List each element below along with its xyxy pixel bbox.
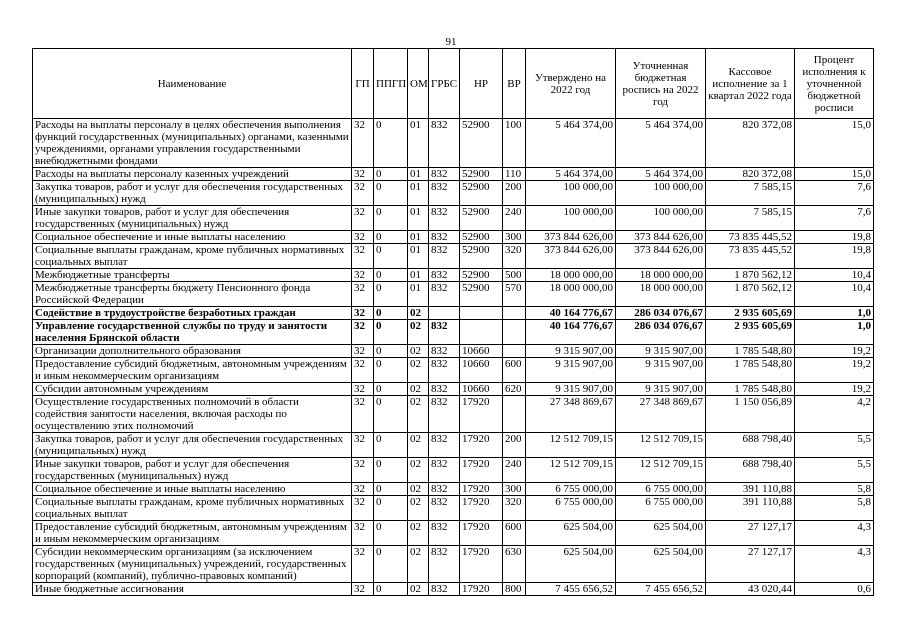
cell-cash: 820 372,08 bbox=[706, 168, 795, 181]
cell-om: 02 bbox=[408, 521, 429, 546]
cell-om: 02 bbox=[408, 307, 429, 320]
cell-percent: 4,3 bbox=[795, 546, 874, 583]
cell-gp: 32 bbox=[352, 546, 374, 583]
header-row bbox=[33, 49, 874, 119]
cell-grbs: 832 bbox=[429, 181, 460, 206]
cell-nr: 52900 bbox=[460, 119, 503, 168]
table-row bbox=[33, 521, 874, 546]
cell-om: 02 bbox=[408, 433, 429, 458]
cell-vr: 320 bbox=[503, 496, 526, 521]
cell-gp: 32 bbox=[352, 320, 374, 345]
table-row bbox=[33, 358, 874, 383]
header-percent: Процент исполнения к уточненной бюджетной росписи bbox=[795, 49, 874, 119]
cell-name: Субсидии автономным учреждениям bbox=[33, 383, 352, 396]
cell-vr: 500 bbox=[503, 269, 526, 282]
cell-nr bbox=[460, 320, 503, 345]
cell-vr: 320 bbox=[503, 244, 526, 269]
cell-vr: 300 bbox=[503, 231, 526, 244]
cell-percent: 5,5 bbox=[795, 458, 874, 483]
cell-percent: 4,2 bbox=[795, 396, 874, 433]
cell-grbs: 832 bbox=[429, 433, 460, 458]
table-row bbox=[33, 496, 874, 521]
cell-revised: 5 464 374,00 bbox=[616, 119, 706, 168]
cell-vr: 200 bbox=[503, 433, 526, 458]
cell-nr: 52900 bbox=[460, 244, 503, 269]
cell-percent: 15,0 bbox=[795, 168, 874, 181]
table-row bbox=[33, 307, 874, 320]
table-row bbox=[33, 345, 874, 358]
cell-nr: 52900 bbox=[460, 168, 503, 181]
cell-percent: 10,4 bbox=[795, 269, 874, 282]
cell-om: 02 bbox=[408, 496, 429, 521]
table-row bbox=[33, 119, 874, 168]
cell-om: 02 bbox=[408, 358, 429, 383]
cell-ppgp: 0 bbox=[374, 358, 408, 383]
cell-name: Иные закупки товаров, работ и услуг для обеспечения государственных (муниципальных) нужд bbox=[33, 458, 352, 483]
cell-cash: 1 870 562,12 bbox=[706, 282, 795, 307]
cell-nr: 17920 bbox=[460, 521, 503, 546]
cell-vr bbox=[503, 345, 526, 358]
cell-ppgp: 0 bbox=[374, 483, 408, 496]
header-nr: НР bbox=[460, 49, 503, 119]
cell-om: 02 bbox=[408, 345, 429, 358]
table-row bbox=[33, 433, 874, 458]
table-row bbox=[33, 383, 874, 396]
cell-cash: 73 835 445,52 bbox=[706, 244, 795, 269]
cell-name: Организации дополнительного образования bbox=[33, 345, 352, 358]
cell-percent: 7,6 bbox=[795, 206, 874, 231]
cell-revised: 625 504,00 bbox=[616, 546, 706, 583]
cell-cash: 1 870 562,12 bbox=[706, 269, 795, 282]
cell-revised: 7 455 656,52 bbox=[616, 583, 706, 596]
cell-ppgp: 0 bbox=[374, 583, 408, 596]
cell-name: Межбюджетные трансферты бюджету Пенсионного фонда Российской Федерации bbox=[33, 282, 352, 307]
cell-om: 01 bbox=[408, 282, 429, 307]
cell-approved: 12 512 709,15 bbox=[526, 433, 616, 458]
cell-vr: 630 bbox=[503, 546, 526, 583]
cell-grbs: 832 bbox=[429, 458, 460, 483]
cell-approved: 6 755 000,00 bbox=[526, 496, 616, 521]
cell-name: Осуществление государственных полномочий в области содействия занятости населения, включая расходы по осуществлению этих полномочий bbox=[33, 396, 352, 433]
header-ppgp: ППГП bbox=[374, 49, 408, 119]
cell-percent: 5,5 bbox=[795, 433, 874, 458]
cell-approved: 12 512 709,15 bbox=[526, 458, 616, 483]
cell-gp: 32 bbox=[352, 458, 374, 483]
cell-gp: 32 bbox=[352, 358, 374, 383]
cell-gp: 32 bbox=[352, 206, 374, 231]
cell-om: 02 bbox=[408, 546, 429, 583]
cell-percent: 1,0 bbox=[795, 307, 874, 320]
cell-om: 02 bbox=[408, 396, 429, 433]
cell-nr: 17920 bbox=[460, 458, 503, 483]
cell-approved: 625 504,00 bbox=[526, 521, 616, 546]
cell-approved: 100 000,00 bbox=[526, 181, 616, 206]
cell-cash: 7 585,15 bbox=[706, 181, 795, 206]
cell-ppgp: 0 bbox=[374, 269, 408, 282]
cell-grbs: 832 bbox=[429, 483, 460, 496]
cell-grbs: 832 bbox=[429, 231, 460, 244]
cell-ppgp: 0 bbox=[374, 383, 408, 396]
cell-ppgp: 0 bbox=[374, 282, 408, 307]
table-row bbox=[33, 583, 874, 596]
cell-grbs: 832 bbox=[429, 119, 460, 168]
cell-cash: 27 127,17 bbox=[706, 546, 795, 583]
cell-approved: 100 000,00 bbox=[526, 206, 616, 231]
cell-ppgp: 0 bbox=[374, 181, 408, 206]
cell-gp: 32 bbox=[352, 181, 374, 206]
cell-name: Закупка товаров, работ и услуг для обеспечения государственных (муниципальных) нужд bbox=[33, 181, 352, 206]
budget-table bbox=[32, 48, 874, 596]
cell-gp: 32 bbox=[352, 396, 374, 433]
cell-ppgp: 0 bbox=[374, 496, 408, 521]
cell-vr: 240 bbox=[503, 458, 526, 483]
cell-revised: 9 315 907,00 bbox=[616, 358, 706, 383]
table-body bbox=[33, 119, 874, 596]
cell-cash: 1 785 548,80 bbox=[706, 358, 795, 383]
cell-cash: 391 110,88 bbox=[706, 483, 795, 496]
cell-approved: 373 844 626,00 bbox=[526, 231, 616, 244]
cell-grbs bbox=[429, 307, 460, 320]
cell-cash: 27 127,17 bbox=[706, 521, 795, 546]
cell-vr: 300 bbox=[503, 483, 526, 496]
cell-name: Иные закупки товаров, работ и услуг для обеспечения государственных (муниципальных) нужд bbox=[33, 206, 352, 231]
cell-ppgp: 0 bbox=[374, 244, 408, 269]
cell-nr: 52900 bbox=[460, 269, 503, 282]
cell-vr: 240 bbox=[503, 206, 526, 231]
table-row bbox=[33, 396, 874, 433]
table-row bbox=[33, 168, 874, 181]
table-row bbox=[33, 458, 874, 483]
cell-ppgp: 0 bbox=[374, 521, 408, 546]
cell-ppgp: 0 bbox=[374, 168, 408, 181]
cell-grbs: 832 bbox=[429, 168, 460, 181]
table-row bbox=[33, 206, 874, 231]
cell-approved: 373 844 626,00 bbox=[526, 244, 616, 269]
cell-name: Межбюджетные трансферты bbox=[33, 269, 352, 282]
cell-revised: 6 755 000,00 bbox=[616, 496, 706, 521]
cell-cash: 43 020,44 bbox=[706, 583, 795, 596]
cell-grbs: 832 bbox=[429, 358, 460, 383]
cell-revised: 12 512 709,15 bbox=[616, 458, 706, 483]
cell-nr: 17920 bbox=[460, 483, 503, 496]
cell-approved: 9 315 907,00 bbox=[526, 383, 616, 396]
cell-approved: 625 504,00 bbox=[526, 546, 616, 583]
cell-approved: 5 464 374,00 bbox=[526, 119, 616, 168]
cell-percent: 5,8 bbox=[795, 483, 874, 496]
cell-ppgp: 0 bbox=[374, 345, 408, 358]
cell-percent: 19,8 bbox=[795, 244, 874, 269]
cell-grbs: 832 bbox=[429, 383, 460, 396]
cell-percent: 5,8 bbox=[795, 496, 874, 521]
cell-percent: 10,4 bbox=[795, 282, 874, 307]
cell-nr: 17920 bbox=[460, 546, 503, 583]
cell-gp: 32 bbox=[352, 119, 374, 168]
cell-percent: 19,2 bbox=[795, 345, 874, 358]
cell-gp: 32 bbox=[352, 307, 374, 320]
cell-revised: 373 844 626,00 bbox=[616, 231, 706, 244]
cell-approved: 40 164 776,67 bbox=[526, 307, 616, 320]
cell-cash: 2 935 605,69 bbox=[706, 320, 795, 345]
cell-revised: 18 000 000,00 bbox=[616, 282, 706, 307]
cell-om: 01 bbox=[408, 244, 429, 269]
cell-percent: 7,6 bbox=[795, 181, 874, 206]
table-row bbox=[33, 244, 874, 269]
cell-vr: 600 bbox=[503, 521, 526, 546]
cell-name: Субсидии некоммерческим организациям (за исключением государственных (муниципальных) учреждений, государственных корпораций (компаний), публично-правовых компаний) bbox=[33, 546, 352, 583]
cell-grbs: 832 bbox=[429, 282, 460, 307]
cell-ppgp: 0 bbox=[374, 458, 408, 483]
cell-nr: 10660 bbox=[460, 358, 503, 383]
table-row bbox=[33, 181, 874, 206]
cell-nr: 17920 bbox=[460, 433, 503, 458]
cell-revised: 9 315 907,00 bbox=[616, 383, 706, 396]
cell-om: 02 bbox=[408, 483, 429, 496]
cell-vr: 110 bbox=[503, 168, 526, 181]
cell-vr: 200 bbox=[503, 181, 526, 206]
cell-approved: 6 755 000,00 bbox=[526, 483, 616, 496]
cell-nr: 52900 bbox=[460, 181, 503, 206]
cell-grbs: 832 bbox=[429, 206, 460, 231]
cell-vr bbox=[503, 320, 526, 345]
cell-cash: 1 785 548,80 bbox=[706, 383, 795, 396]
cell-om: 01 bbox=[408, 269, 429, 282]
cell-approved: 9 315 907,00 bbox=[526, 345, 616, 358]
cell-name: Социальные выплаты гражданам, кроме публичных нормативных социальных выплат bbox=[33, 244, 352, 269]
header-approved: Утверждено на 2022 год bbox=[526, 49, 616, 119]
cell-revised: 286 034 076,67 bbox=[616, 320, 706, 345]
cell-percent: 4,3 bbox=[795, 521, 874, 546]
cell-grbs: 832 bbox=[429, 320, 460, 345]
header-name: Наименование bbox=[33, 49, 352, 119]
cell-grbs: 832 bbox=[429, 521, 460, 546]
cell-ppgp: 0 bbox=[374, 433, 408, 458]
cell-revised: 100 000,00 bbox=[616, 181, 706, 206]
cell-approved: 40 164 776,67 bbox=[526, 320, 616, 345]
table-row bbox=[33, 282, 874, 307]
cell-om: 02 bbox=[408, 458, 429, 483]
cell-name: Социальное обеспечение и иные выплаты населению bbox=[33, 483, 352, 496]
cell-name: Иные бюджетные ассигнования bbox=[33, 583, 352, 596]
table-row bbox=[33, 546, 874, 583]
cell-revised: 12 512 709,15 bbox=[616, 433, 706, 458]
cell-revised: 5 464 374,00 bbox=[616, 168, 706, 181]
cell-name: Предоставление субсидий бюджетным, автономным учреждениям и иным некоммерческим организациям bbox=[33, 358, 352, 383]
cell-name: Содействие в трудоустройстве безработных граждан bbox=[33, 307, 352, 320]
cell-name: Социальное обеспечение и иные выплаты населению bbox=[33, 231, 352, 244]
table-row bbox=[33, 269, 874, 282]
cell-om: 01 bbox=[408, 181, 429, 206]
cell-nr: 10660 bbox=[460, 383, 503, 396]
cell-revised: 100 000,00 bbox=[616, 206, 706, 231]
cell-cash: 73 835 445,52 bbox=[706, 231, 795, 244]
cell-name: Закупка товаров, работ и услуг для обеспечения государственных (муниципальных) нужд bbox=[33, 433, 352, 458]
cell-revised: 373 844 626,00 bbox=[616, 244, 706, 269]
cell-revised: 6 755 000,00 bbox=[616, 483, 706, 496]
cell-revised: 625 504,00 bbox=[616, 521, 706, 546]
cell-percent: 15,0 bbox=[795, 119, 874, 168]
cell-percent: 19,2 bbox=[795, 358, 874, 383]
cell-om: 02 bbox=[408, 320, 429, 345]
cell-nr: 52900 bbox=[460, 206, 503, 231]
table-row bbox=[33, 231, 874, 244]
cell-gp: 32 bbox=[352, 345, 374, 358]
cell-grbs: 832 bbox=[429, 583, 460, 596]
cell-name: Расходы на выплаты персоналу казенных учреждений bbox=[33, 168, 352, 181]
header-grbs: ГРБС bbox=[429, 49, 460, 119]
cell-ppgp: 0 bbox=[374, 206, 408, 231]
cell-nr: 52900 bbox=[460, 282, 503, 307]
header-vr: ВР bbox=[503, 49, 526, 119]
cell-grbs: 832 bbox=[429, 345, 460, 358]
cell-vr bbox=[503, 396, 526, 433]
cell-cash: 7 585,15 bbox=[706, 206, 795, 231]
cell-name: Предоставление субсидий бюджетным, автономным учреждениям и иным некоммерческим организациям bbox=[33, 521, 352, 546]
cell-gp: 32 bbox=[352, 244, 374, 269]
cell-percent: 0,6 bbox=[795, 583, 874, 596]
cell-om: 01 bbox=[408, 119, 429, 168]
cell-vr: 800 bbox=[503, 583, 526, 596]
cell-gp: 32 bbox=[352, 496, 374, 521]
cell-revised: 286 034 076,67 bbox=[616, 307, 706, 320]
cell-ppgp: 0 bbox=[374, 396, 408, 433]
cell-revised: 9 315 907,00 bbox=[616, 345, 706, 358]
cell-gp: 32 bbox=[352, 168, 374, 181]
cell-nr: 17920 bbox=[460, 583, 503, 596]
cell-om: 01 bbox=[408, 231, 429, 244]
cell-approved: 5 464 374,00 bbox=[526, 168, 616, 181]
cell-approved: 18 000 000,00 bbox=[526, 282, 616, 307]
cell-name: Расходы на выплаты персоналу в целях обеспечения выполнения функций государственных (муниципальных) органами, казенными учреждениями, органами управления государственными внебюджетными фондами bbox=[33, 119, 352, 168]
cell-cash: 1 150 056,89 bbox=[706, 396, 795, 433]
cell-gp: 32 bbox=[352, 269, 374, 282]
cell-vr: 600 bbox=[503, 358, 526, 383]
page-number: 91 bbox=[445, 36, 457, 48]
cell-nr: 17920 bbox=[460, 496, 503, 521]
cell-vr: 100 bbox=[503, 119, 526, 168]
cell-cash: 820 372,08 bbox=[706, 119, 795, 168]
cell-om: 02 bbox=[408, 383, 429, 396]
cell-approved: 18 000 000,00 bbox=[526, 269, 616, 282]
cell-gp: 32 bbox=[352, 282, 374, 307]
cell-gp: 32 bbox=[352, 583, 374, 596]
header-gp: ГП bbox=[352, 49, 374, 119]
cell-cash: 391 110,88 bbox=[706, 496, 795, 521]
cell-grbs: 832 bbox=[429, 269, 460, 282]
cell-nr: 10660 bbox=[460, 345, 503, 358]
cell-gp: 32 bbox=[352, 521, 374, 546]
header-om: ОМ bbox=[408, 49, 429, 119]
cell-vr: 570 bbox=[503, 282, 526, 307]
cell-percent: 19,2 bbox=[795, 383, 874, 396]
cell-percent: 19,8 bbox=[795, 231, 874, 244]
cell-revised: 18 000 000,00 bbox=[616, 269, 706, 282]
header-revised: Уточненная бюджетная роспись на 2022 год bbox=[616, 49, 706, 119]
cell-vr bbox=[503, 307, 526, 320]
cell-nr bbox=[460, 307, 503, 320]
table-row bbox=[33, 483, 874, 496]
cell-name: Управление государственной службы по труду и занятости населения Брянской области bbox=[33, 320, 352, 345]
cell-gp: 32 bbox=[352, 483, 374, 496]
cell-gp: 32 bbox=[352, 231, 374, 244]
cell-ppgp: 0 bbox=[374, 546, 408, 583]
cell-vr: 620 bbox=[503, 383, 526, 396]
cell-nr: 52900 bbox=[460, 231, 503, 244]
header-cash: Кассовое исполнение за 1 квартал 2022 года bbox=[706, 49, 795, 119]
cell-ppgp: 0 bbox=[374, 119, 408, 168]
cell-revised: 27 348 869,67 bbox=[616, 396, 706, 433]
cell-cash: 1 785 548,80 bbox=[706, 345, 795, 358]
cell-percent: 1,0 bbox=[795, 320, 874, 345]
cell-cash: 688 798,40 bbox=[706, 458, 795, 483]
table-row bbox=[33, 320, 874, 345]
cell-grbs: 832 bbox=[429, 546, 460, 583]
cell-approved: 7 455 656,52 bbox=[526, 583, 616, 596]
cell-cash: 2 935 605,69 bbox=[706, 307, 795, 320]
cell-grbs: 832 bbox=[429, 244, 460, 269]
cell-ppgp: 0 bbox=[374, 307, 408, 320]
cell-om: 01 bbox=[408, 206, 429, 231]
cell-gp: 32 bbox=[352, 383, 374, 396]
cell-name: Социальные выплаты гражданам, кроме публичных нормативных социальных выплат bbox=[33, 496, 352, 521]
cell-cash: 688 798,40 bbox=[706, 433, 795, 458]
cell-approved: 9 315 907,00 bbox=[526, 358, 616, 383]
cell-om: 01 bbox=[408, 168, 429, 181]
cell-ppgp: 0 bbox=[374, 320, 408, 345]
cell-nr: 17920 bbox=[460, 396, 503, 433]
cell-ppgp: 0 bbox=[374, 231, 408, 244]
cell-grbs: 832 bbox=[429, 396, 460, 433]
cell-approved: 27 348 869,67 bbox=[526, 396, 616, 433]
cell-om: 02 bbox=[408, 583, 429, 596]
cell-grbs: 832 bbox=[429, 496, 460, 521]
cell-gp: 32 bbox=[352, 433, 374, 458]
